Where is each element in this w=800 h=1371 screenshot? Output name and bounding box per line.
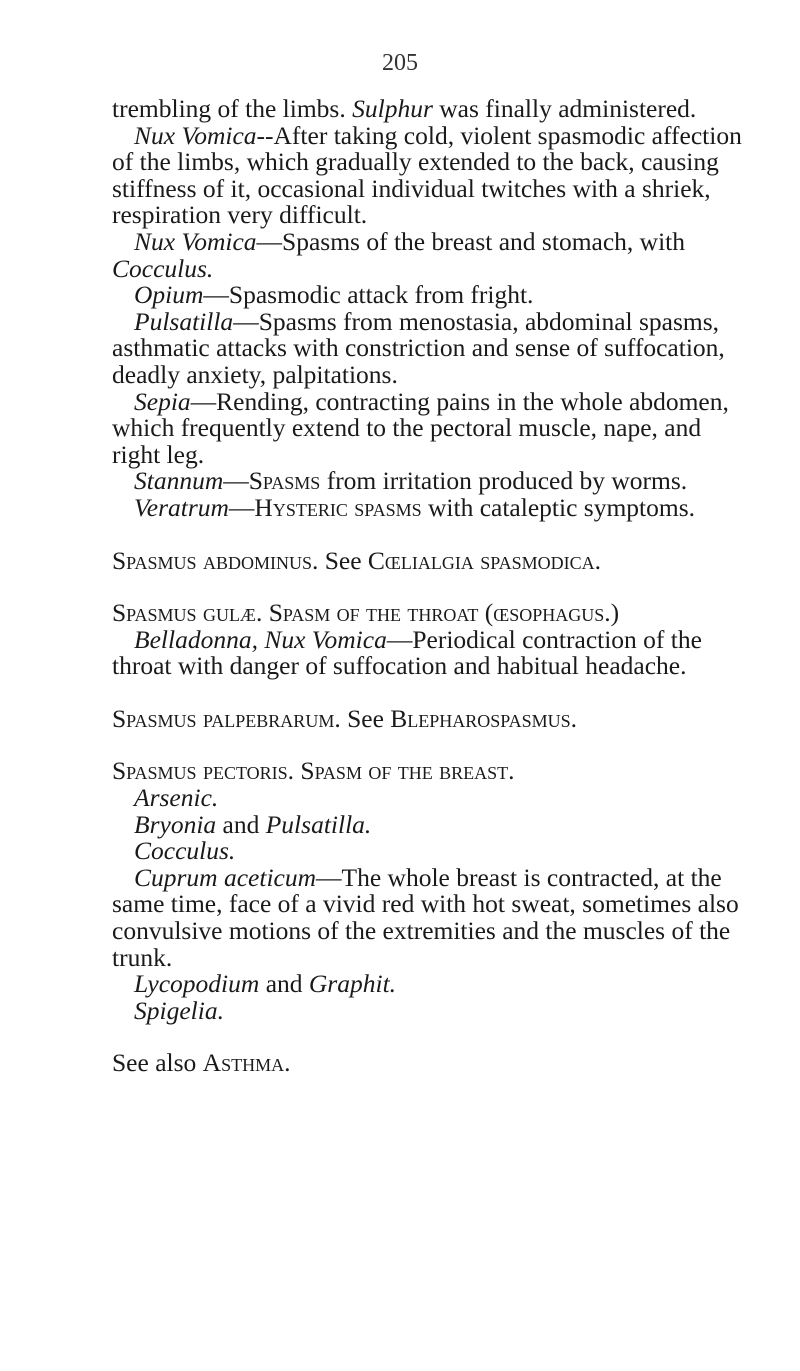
small-caps-text: Spasmus gulæ. [112,598,263,628]
italic-text: Nux Vomica [134,120,257,150]
paragraph [112,785,744,812]
paragraph [112,306,744,389]
paragraph [112,624,744,681]
italic-text: Opium [134,280,204,310]
text-run: from irritation produced by worms. [320,466,688,496]
text-run: See [318,545,368,575]
text-run: — [228,492,255,522]
small-caps-text: Blepharospasmus. [390,703,578,733]
paragraph [112,545,744,575]
text-run: was finally administered. [432,94,697,123]
small-caps-text: Spasm of the breast. [300,756,515,786]
italic-text: Cuprum aceticum [134,862,317,892]
page-text [112,96,744,1077]
paragraph [112,809,744,839]
small-caps-text: Spasmus pectoris. [112,756,295,786]
text-run: See [340,703,391,733]
small-caps-text: Spasmus abdominus. [112,545,319,575]
paragraph [112,838,744,865]
paragraph [112,971,744,998]
text-run: —Rending, contracting pains in the whole abdomen, which frequently extend to the pectoral muscle, nape, and right leg. [112,386,729,469]
italic-text: Bryonia [134,809,217,839]
italic-text: Pulsatilla [134,306,234,336]
small-caps-text: Spasmus palpebrarum. [112,703,341,733]
text-run: with cataleptic symptoms. [421,492,695,522]
paragraph [112,492,744,522]
italic-text: Stannum [134,466,224,496]
text-run: —The whole breast is contracted, at the same time, face of a vivid red with hot sweat, sometimes also convulsive motions of the extremities and the muscles of the trunk. [112,862,739,972]
paragraph [112,703,744,733]
paragraph [112,600,744,627]
italic-text: Belladonna, Nux Vomica [134,624,387,654]
italic-text: Spigelia. [134,995,224,1025]
italic-text: Lycopodium [134,969,260,999]
paragraph [112,120,744,230]
small-caps-text: Hysteric spasms [254,492,422,522]
paragraph [112,862,744,972]
paragraph [112,468,744,495]
text-run: and [216,809,266,839]
small-caps-text: Spasms [248,466,321,496]
italic-text: Sulphur [352,94,433,123]
italic-text: Pulsatilla. [265,809,372,839]
italic-text: Cocculus. [112,253,214,283]
italic-text: Sepia [134,386,191,416]
text-run: and [259,969,309,999]
text-run: —Periodical contraction of the throat with danger of suffocation and habitual headache. [112,624,702,681]
italic-text: Veratrum [134,492,229,522]
paragraph [112,282,744,309]
paragraph [112,1050,744,1077]
page-number: 205 [382,50,418,76]
text-run: — [223,466,249,496]
paragraph [112,226,744,283]
paragraph [112,758,744,785]
text-run: —Spasmodic attack from fright. [203,280,534,310]
paragraph [112,386,744,469]
text-run: See also [112,1048,203,1078]
paragraph [112,995,744,1025]
italic-text: Cocculus. [134,836,236,866]
italic-text: Graphit. [308,969,397,999]
small-caps-text: Cœlialgia spasmodica. [367,545,602,575]
italic-text: Nux Vomica [134,226,257,256]
paragraph [112,96,744,123]
text-run: —Spasms from menostasia, abdominal spasms, asthmatic attacks with constriction and sense of suffocation, deadly anxiety, palpitations. [112,306,725,389]
small-caps-text: Spasm of the throat (œsophagus.) [268,598,620,628]
text-run: —Spasms of the breast and stomach, with [256,226,686,256]
italic-text: Arsenic. [134,783,219,813]
text-run: trembling of the limbs. [112,94,353,123]
small-caps-text: Asthma. [202,1048,291,1078]
text-run: --After taking cold, violent spasmodic affection of the limbs, which gradually extended to the back, causing stiffness of it, occasional individual twitches with a shriek, respiration very difficult. [112,120,742,230]
